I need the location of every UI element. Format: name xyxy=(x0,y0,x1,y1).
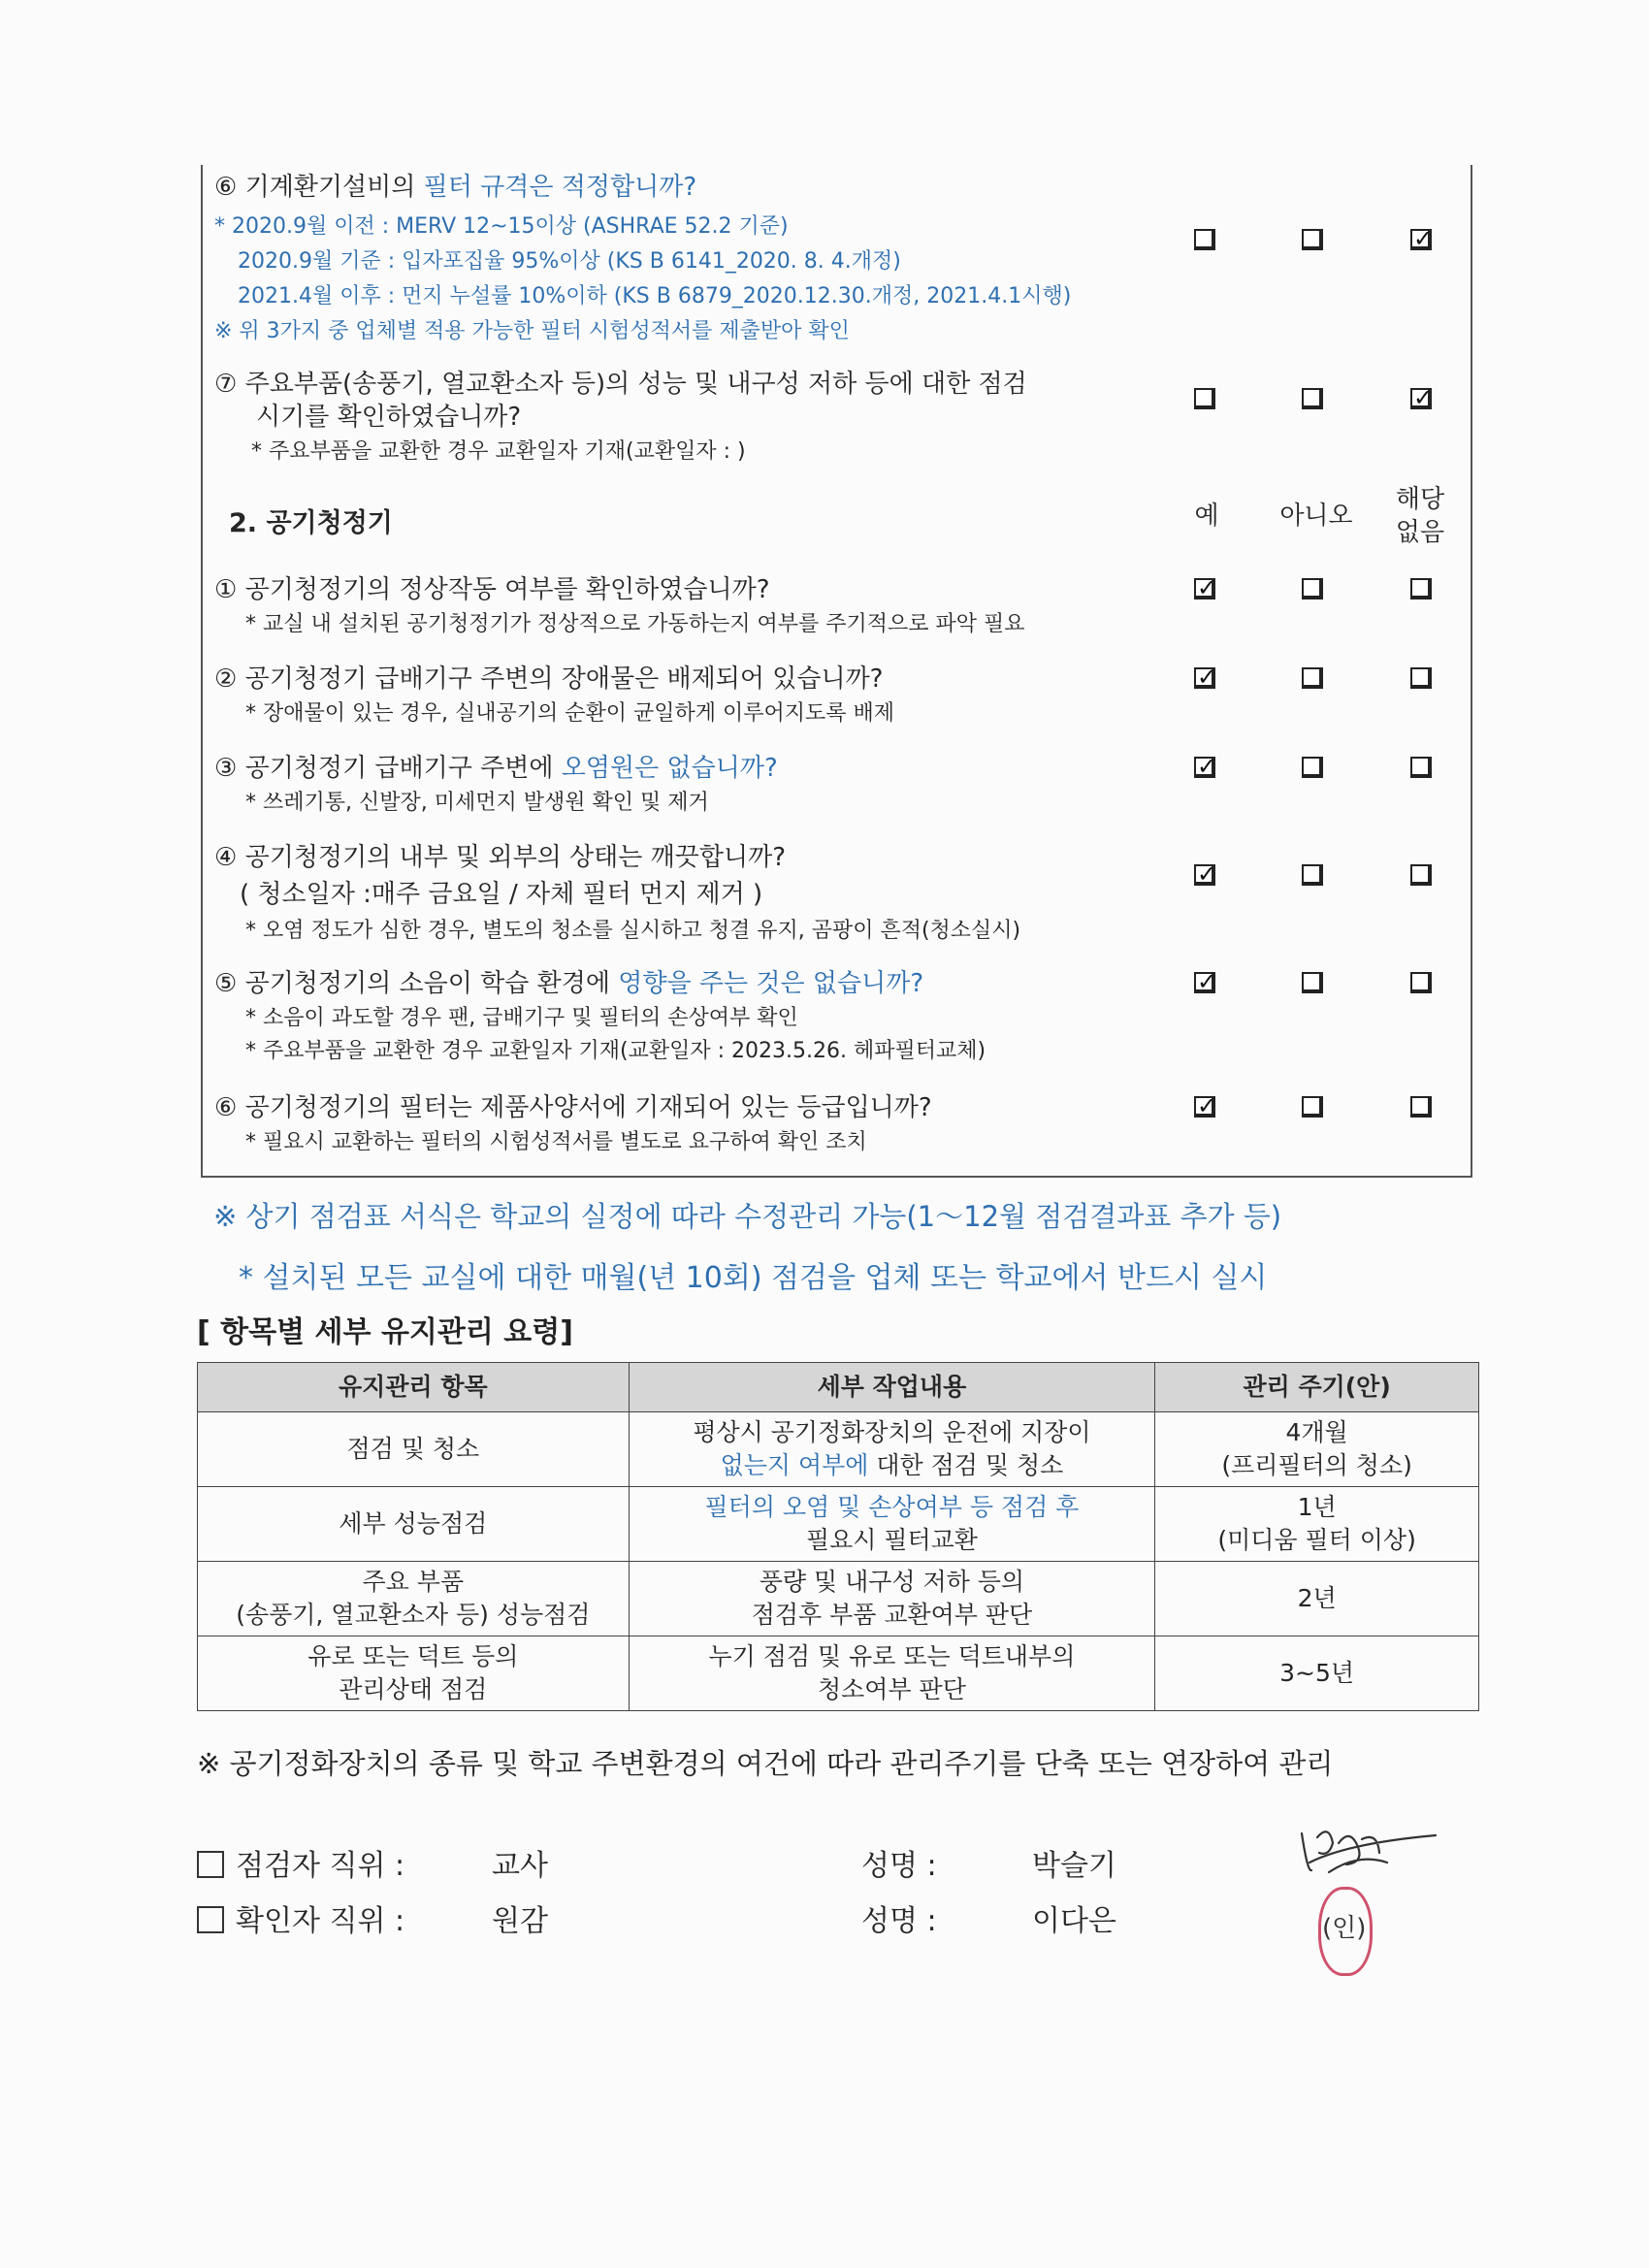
cell-item xyxy=(198,1636,630,1711)
checkbox-yes[interactable] xyxy=(1194,229,1215,250)
checkbox-yes-checked[interactable]: ✓ xyxy=(1194,1096,1215,1118)
cell-text: (송풍기, 열교환소자 등) 성능점검 xyxy=(236,1601,591,1629)
note-line: * 소음이 과도할 경우 팬, 급배기구 및 필터의 손상여부 확인 xyxy=(245,1006,798,1030)
cell-text: (미디움 필터 이상) xyxy=(1217,1526,1416,1554)
table-row xyxy=(198,1636,1479,1711)
question-text: ④ 공기청정기의 내부 및 외부의 상태는 깨끗합니까? xyxy=(214,843,787,872)
note-line: 2020.9월 기준 : 입자포집율 95%이상 (KS B 6141_2020. 8. 4.개정) xyxy=(238,249,901,274)
cell-work xyxy=(629,1487,1155,1562)
checkbox-yes-checked[interactable]: ✓ xyxy=(1194,578,1215,599)
checkbox-na[interactable] xyxy=(1410,578,1432,599)
table-row xyxy=(198,1487,1479,1562)
cell-text: 세부 성능점검 xyxy=(339,1509,488,1538)
checkbox-no[interactable] xyxy=(1302,388,1323,409)
question-3 xyxy=(214,751,778,786)
seal-text: (인) xyxy=(1322,1914,1367,1943)
checkbox-no[interactable] xyxy=(1302,578,1323,599)
question-text: ③ 공기청정기 급배기구 주변에 xyxy=(214,754,554,783)
cell-text: (프리필터의 청소) xyxy=(1221,1451,1412,1479)
checklist-box xyxy=(201,165,1472,1178)
header-work: 세부 작업내용 xyxy=(629,1363,1155,1412)
cell-text: 누기 점검 및 유로 또는 덕트내부의 xyxy=(708,1642,1076,1670)
question-text-line2: 시기를 확인하였습니까? xyxy=(256,403,522,432)
table-row xyxy=(198,1412,1479,1487)
checkbox-na-checked[interactable]: ✓ xyxy=(1410,229,1432,250)
cell-text-highlight: 없는지 여부에 xyxy=(720,1451,869,1479)
notice-form-editable: ※ 상기 점검표 서식은 학교의 실정에 따라 수정관리 가능(1～12월 점검결과표 추가 등) xyxy=(213,1200,1282,1233)
checkbox-yes[interactable] xyxy=(1194,388,1215,409)
cell-text: 유로 또는 덕트 등의 xyxy=(307,1642,519,1670)
checkbox-na[interactable] xyxy=(1410,1096,1432,1118)
cleaning-date-text: ( 청소일자 :매주 금요일 / 자체 필터 먼지 제거 ) xyxy=(240,880,763,909)
checkbox-na[interactable] xyxy=(1410,972,1432,993)
notice-monthly-inspection: * 설치된 모든 교실에 대한 매월(년 10회) 점검을 업체 또는 학교에서 반드시 실시 xyxy=(239,1261,1268,1295)
note-line: * 2020.9월 이전 : MERV 12~15이상 (ASHRAE 52.2 기준) xyxy=(214,214,789,239)
inspector-name-label: 성명 : xyxy=(861,1849,937,1883)
maintenance-table xyxy=(197,1362,1479,1711)
question-6-filter-spec xyxy=(214,170,696,205)
header-item: 유지관리 항목 xyxy=(198,1363,630,1412)
note-line: * 주요부품을 교환한 경우 교환일자 기재(교환일자 : 2023.5.26. 헤파필터교체) xyxy=(245,1039,986,1063)
inspector-row xyxy=(197,1841,404,1884)
checkbox-no[interactable] xyxy=(1302,757,1323,778)
checkbox-no[interactable] xyxy=(1302,667,1323,689)
header-cycle: 관리 주기(안) xyxy=(1155,1363,1479,1412)
checkbox-no[interactable] xyxy=(1302,864,1323,886)
cell-text: 필요시 필터교환 xyxy=(805,1526,978,1554)
checkbox-na[interactable] xyxy=(1410,667,1432,689)
column-header-na-line1: 해당 xyxy=(1395,485,1445,514)
section-title: 2. 공기청정기 xyxy=(229,508,393,538)
column-header-na-line2: 없음 xyxy=(1395,518,1445,547)
cell-text: 3~5년 xyxy=(1279,1659,1355,1687)
cell-text: 주요 부품 xyxy=(362,1568,465,1596)
maintenance-heading: [ 항목별 세부 유지관리 요령] xyxy=(197,1315,573,1349)
question-text: 기계환기설비의 xyxy=(244,173,416,202)
checkbox-na-checked[interactable]: ✓ xyxy=(1410,388,1432,409)
checkbox-no[interactable] xyxy=(1302,1096,1323,1118)
cell-text: 점검후 부품 교환여부 판단 xyxy=(751,1601,1033,1629)
question-text: ⑥ 공기청정기의 필터는 제품사양서에 기재되어 있는 등급입니까? xyxy=(214,1093,932,1122)
checkbox-na[interactable] xyxy=(1410,757,1432,778)
checkbox-no[interactable] xyxy=(1302,229,1323,250)
question-text: ② 공기청정기 급배기구 주변의 장애물은 배제되어 있습니까? xyxy=(214,664,884,694)
cell-item xyxy=(198,1562,630,1636)
question-number: ⑥ xyxy=(214,173,238,202)
cell-cycle xyxy=(1155,1487,1479,1562)
checkbox-yes-checked[interactable]: ✓ xyxy=(1194,757,1215,778)
cell-item xyxy=(198,1487,630,1562)
column-header-no: 아니오 xyxy=(1279,502,1353,531)
note-line: ※ 위 3가지 중 업체별 적용 가능한 필터 시험성적서를 제출받아 확인 xyxy=(214,319,850,343)
cell-work xyxy=(629,1412,1155,1487)
note-line: * 오염 정도가 심한 경우, 별도의 청소를 실시하고 청결 유지, 곰팡이 흔적(청소실시) xyxy=(245,919,1021,943)
question-5 xyxy=(214,966,923,1001)
cell-text: 청소여부 판단 xyxy=(818,1675,966,1703)
inspector-title: 교사 xyxy=(492,1849,548,1883)
confirmer-title: 원감 xyxy=(492,1904,548,1938)
cell-cycle xyxy=(1155,1562,1479,1636)
note-line: * 필요시 교환하는 필터의 시험성적서를 별도로 요구하여 확인 조치 xyxy=(245,1130,867,1154)
note-line: * 쓰레기통, 신발장, 미세먼지 발생원 확인 및 제거 xyxy=(245,791,709,815)
column-header-yes: 예 xyxy=(1194,502,1219,531)
question-number: ⑦ xyxy=(214,370,238,399)
note-line: * 주요부품을 교환한 경우 교환일자 기재(교환일자 : ) xyxy=(251,439,746,464)
maintenance-footnote: ※ 공기정화장치의 종류 및 학교 주변환경의 여건에 따라 관리주기를 단축 또는 연장하여 관리 xyxy=(197,1747,1334,1780)
cell-text-highlight: 필터의 오염 및 손상여부 등 점검 후 xyxy=(704,1493,1080,1521)
question-text: 주요부품(송풍기, 열교환소자 등)의 성능 및 내구성 저하 등에 대한 점검 xyxy=(244,370,1027,399)
cell-text: 관리상태 점검 xyxy=(339,1675,488,1703)
cell-text: 평상시 공기정화장치의 운전에 지장이 xyxy=(693,1418,1091,1446)
question-text-highlight: 영향을 주는 것은 없습니까? xyxy=(618,969,924,998)
checkbox-yes-checked[interactable]: ✓ xyxy=(1194,864,1215,886)
note-line: 2021.4월 이후 : 먼지 누설률 10%이하 (KS B 6879_2020.12.30.개정, 2021.4.1시행) xyxy=(238,284,1072,308)
table-header-row xyxy=(198,1363,1479,1412)
confirmer-name-label: 성명 : xyxy=(861,1904,937,1938)
checkbox-no[interactable] xyxy=(1302,972,1323,993)
handwritten-signature xyxy=(1290,1814,1445,1892)
question-text: ⑤ 공기청정기의 소음이 학습 환경에 xyxy=(214,969,610,998)
seal-stamp xyxy=(1314,1887,1373,1974)
question-text-highlight: 오염원은 없습니까? xyxy=(561,754,778,783)
inspector-name: 박슬기 xyxy=(1032,1849,1116,1883)
cell-cycle xyxy=(1155,1636,1479,1711)
cell-cycle xyxy=(1155,1412,1479,1487)
question-text-highlight: 필터 규격은 적정합니까? xyxy=(423,173,697,202)
cell-work xyxy=(629,1562,1155,1636)
cell-text: 풍량 및 내구성 저하 등의 xyxy=(759,1568,1025,1596)
cell-text: 4개월 xyxy=(1285,1418,1348,1446)
note-line: * 교실 내 설치된 공기청정기가 정상적으로 가동하는지 여부를 주기적으로 파악 필요 xyxy=(245,612,1025,636)
cell-text-line2 xyxy=(635,1449,1149,1482)
checkbox-yes-checked[interactable]: ✓ xyxy=(1194,667,1215,689)
confirmer-label: 확인자 직위 : xyxy=(236,1904,405,1938)
checkbox-yes-checked[interactable]: ✓ xyxy=(1194,972,1215,993)
column-header-na xyxy=(1386,483,1454,549)
confirmer-row xyxy=(197,1896,404,1939)
table-row xyxy=(198,1562,1479,1636)
cell-text: 2년 xyxy=(1297,1584,1337,1612)
checkbox-na[interactable] xyxy=(1410,864,1432,886)
note-line: * 장애물이 있는 경우, 실내공기의 순환이 균일하게 이루어지도록 배제 xyxy=(245,701,894,726)
question-text: ① 공기청정기의 정상작동 여부를 확인하였습니까? xyxy=(214,575,770,604)
cell-text: 대한 점검 및 청소 xyxy=(868,1451,1064,1479)
cell-text: 1년 xyxy=(1297,1493,1337,1521)
question-7-parts xyxy=(214,367,1027,402)
cell-text: 점검 및 청소 xyxy=(346,1435,480,1463)
confirmer-name: 이다은 xyxy=(1032,1904,1116,1938)
inspector-checkbox[interactable] xyxy=(197,1851,224,1878)
cell-item xyxy=(198,1412,630,1487)
inspector-label: 점검자 직위 : xyxy=(236,1849,405,1883)
confirmer-checkbox[interactable] xyxy=(197,1906,224,1933)
cell-work xyxy=(629,1636,1155,1711)
